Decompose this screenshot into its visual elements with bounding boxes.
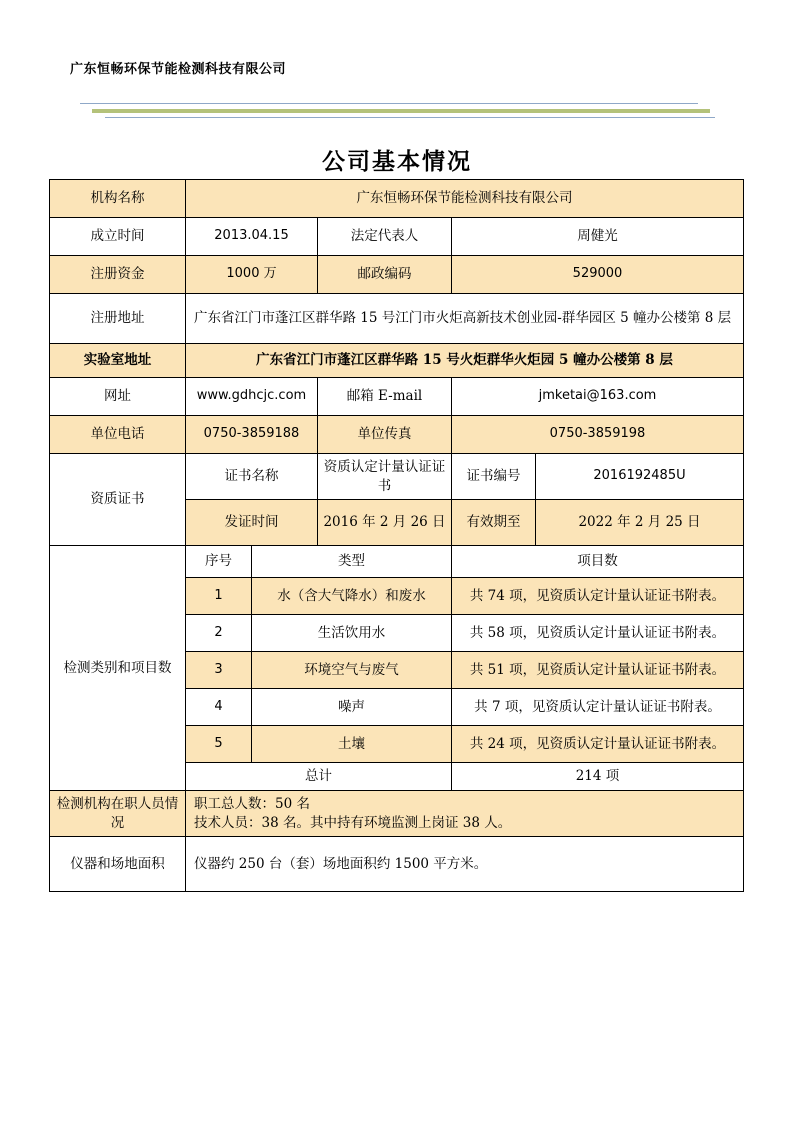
- col-count-header: 项目数: [452, 546, 744, 578]
- cert-no-label: 证书编号: [452, 454, 536, 500]
- founded-label: 成立时间: [50, 218, 186, 256]
- row-org: [50, 180, 744, 218]
- item-type: 生活饮用水: [252, 615, 452, 652]
- equipment-label: 仪器和场地面积: [50, 837, 186, 892]
- web-value: www.gdhcjc.com: [186, 378, 318, 416]
- address-value: 广东省江门市蓬江区群华路 15 号江门市火炬高新技术创业园-群华园区 5 幢办公楼第 8 层: [186, 294, 744, 344]
- address-label: 注册地址: [50, 294, 186, 344]
- phone-label: 单位电话: [50, 416, 186, 454]
- header-rule-top: [80, 103, 698, 104]
- item-count: 共 51 项，见资质认定计量认证证书附表。: [452, 652, 744, 689]
- staff-value: [186, 791, 744, 837]
- total-label: 总计: [186, 763, 452, 791]
- item-count: 共 74 项，见资质认定计量认证证书附表。: [452, 578, 744, 615]
- row-equipment: [50, 837, 744, 892]
- company-info-table: [49, 179, 744, 892]
- row-staff: [50, 791, 744, 837]
- item-type: 水（含大气降水）和废水: [252, 578, 452, 615]
- cert-name-label: 证书名称: [186, 454, 318, 500]
- staff-technical: 技术人员：38 名。其中持有环境监测上岗证 38 人。: [194, 814, 512, 831]
- total-value: 214 项: [452, 763, 744, 791]
- row-capital: [50, 256, 744, 294]
- cert-valid-label: 有效期至: [452, 500, 536, 546]
- item-count: 共 24 项，见资质认定计量认证证书附表。: [452, 726, 744, 763]
- cert-issue-label: 发证时间: [186, 500, 318, 546]
- row-address: [50, 294, 744, 344]
- items-label: 检测类别和项目数: [50, 546, 186, 791]
- cert-name-value: 资质认定计量认证证书: [318, 454, 452, 500]
- legal-rep-value: 周健光: [452, 218, 744, 256]
- item-no: 2: [186, 615, 252, 652]
- org-label: 机构名称: [50, 180, 186, 218]
- item-count: 共 58 项，见资质认定计量认证证书附表。: [452, 615, 744, 652]
- item-no: 1: [186, 578, 252, 615]
- row-lab: [50, 344, 744, 378]
- web-label: 网址: [50, 378, 186, 416]
- staff-label: 检测机构在职人员情况: [50, 791, 186, 837]
- header-rule-middle: [92, 109, 710, 113]
- item-no: 4: [186, 689, 252, 726]
- company-header: 广东恒畅环保节能检测科技有限公司: [70, 62, 287, 77]
- lab-value: 广东省江门市蓬江区群华路 15 号火炬群华火炬园 5 幢办公楼第 8 层: [186, 344, 744, 378]
- item-type: 土壤: [252, 726, 452, 763]
- cert-label: 资质证书: [50, 454, 186, 546]
- postcode-label: 邮政编码: [318, 256, 452, 294]
- legal-rep-label: 法定代表人: [318, 218, 452, 256]
- staff-total: 职工总人数：50 名: [194, 795, 310, 812]
- capital-value: 1000 万: [186, 256, 318, 294]
- col-no-header: 序号: [186, 546, 252, 578]
- header-rule-bottom: [105, 117, 715, 118]
- item-no: 5: [186, 726, 252, 763]
- col-type-header: 类型: [252, 546, 452, 578]
- org-value: 广东恒畅环保节能检测科技有限公司: [186, 180, 744, 218]
- item-count: 共 7 项，见资质认定计量认证证书附表。: [452, 689, 744, 726]
- founded-value: 2013.04.15: [186, 218, 318, 256]
- email-value: jmketai@163.com: [452, 378, 744, 416]
- item-type: 噪声: [252, 689, 452, 726]
- page-title: 公司基本情况: [322, 148, 472, 175]
- item-type: 环境空气与废气: [252, 652, 452, 689]
- row-cert-name: [50, 454, 744, 500]
- row-phone: [50, 416, 744, 454]
- equipment-value: 仪器约 250 台（套）场地面积约 1500 平方米。: [186, 837, 744, 892]
- cert-valid-value: 2022 年 2 月 25 日: [536, 500, 744, 546]
- fax-label: 单位传真: [318, 416, 452, 454]
- item-no: 3: [186, 652, 252, 689]
- email-label: 邮箱 E-mail: [318, 378, 452, 416]
- row-founded: [50, 218, 744, 256]
- capital-label: 注册资金: [50, 256, 186, 294]
- row-web: [50, 378, 744, 416]
- cert-no-value: 2016192485U: [536, 454, 744, 500]
- phone-value: 0750-3859188: [186, 416, 318, 454]
- cert-issue-value: 2016 年 2 月 26 日: [318, 500, 452, 546]
- postcode-value: 529000: [452, 256, 744, 294]
- fax-value: 0750-3859198: [452, 416, 744, 454]
- row-items-header: [50, 546, 744, 578]
- lab-label: 实验室地址: [50, 344, 186, 378]
